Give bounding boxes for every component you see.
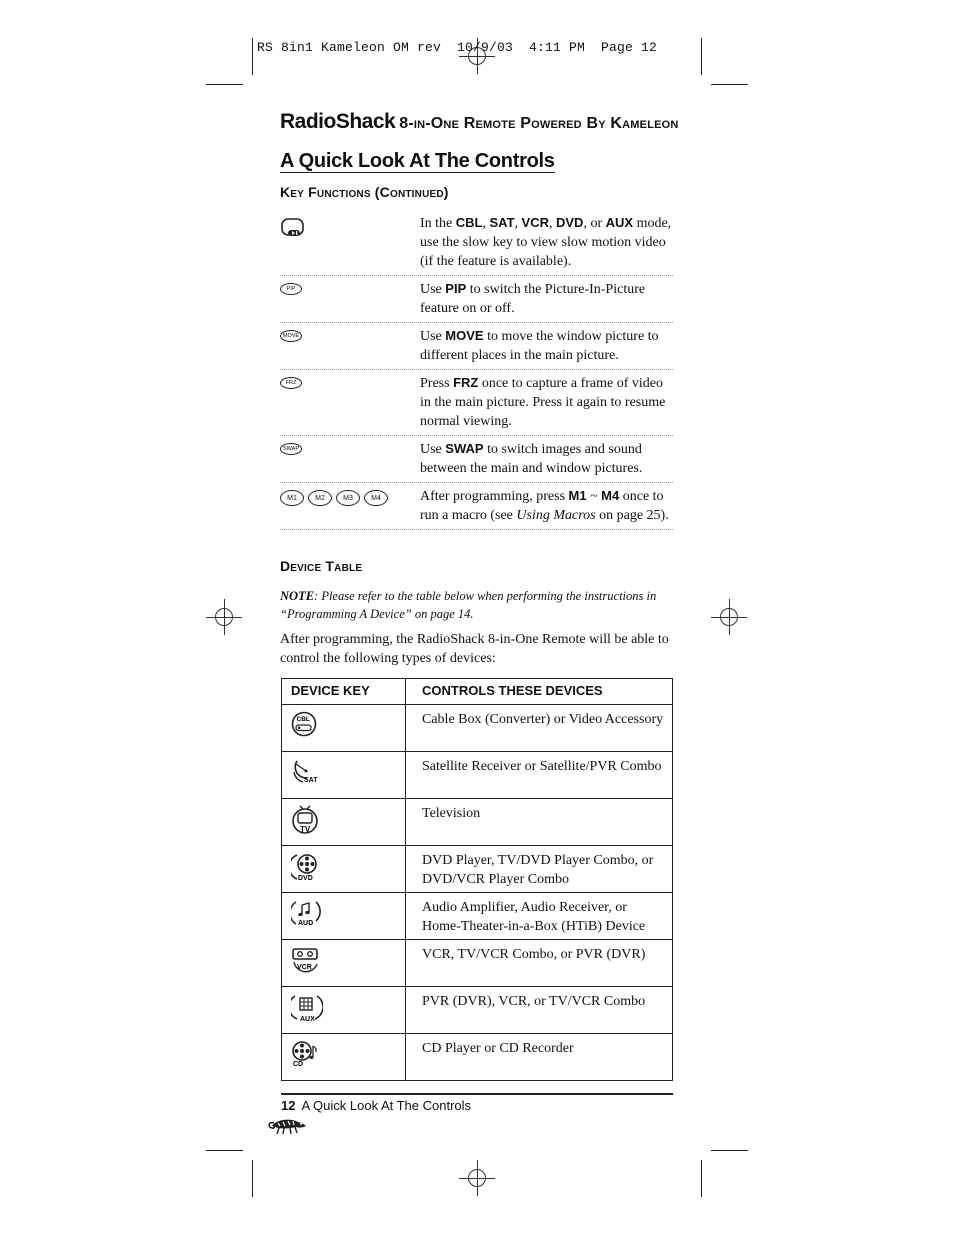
table-row [282,799,673,846]
device-description: CD Player or CD Recorder [406,1034,673,1081]
list-item [280,276,673,323]
m3-key-icon: M3 [336,490,360,506]
cbl-label: CBL [296,716,310,723]
crop-mark [252,1160,253,1197]
list-item [280,323,673,370]
table-row [282,1034,673,1081]
cd-key-icon [282,1034,406,1081]
tv-label: TV [300,825,311,834]
table-row [282,705,673,752]
running-header [280,110,679,134]
sat-label: SAT [304,777,318,784]
key-description: Press FRZ once to capture a frame of video in the main picture. Press it again to resume normal viewing. [420,375,666,429]
table-header-row [282,679,673,705]
aux-label: AUX [300,1016,315,1023]
column-header: CONTROLS THESE DEVICES [406,679,673,705]
cd-label: CD [293,1061,304,1068]
m1-key-icon: M1 [280,490,304,506]
crop-mark [711,1150,748,1151]
frz-key-icon: FRZ [280,377,302,389]
table-row [282,893,673,940]
key-description: Use MOVE to move the window picture to different places in the main picture. [420,328,659,363]
footer-section: A Quick Look At The Controls [301,1098,472,1113]
macro-keys-icon [280,486,420,525]
key-description: Use SWAP to switch images and sound between the main and window pictures. [420,441,643,476]
vcr-label: VCR [297,964,312,971]
aud-key-icon [282,893,406,940]
list-item [280,483,673,530]
chameleon-logo-icon [266,1115,308,1142]
key-description: After programming, press M1 ~ M4 once to run a macro (see Using Macros on page 25). [420,488,669,523]
dvd-key-icon [282,846,406,893]
crop-mark [711,84,748,85]
page-footer [281,1098,471,1113]
registration-mark [459,1160,495,1196]
list-item [280,436,673,483]
device-description: Audio Amplifier, Audio Receiver, or Home-Theater-in-a-Box (HTiB) Device [406,893,673,940]
move-key-icon: MOVE [280,330,302,342]
footer-rule [281,1093,673,1095]
table-row [282,987,673,1034]
aud-label: AUD [298,920,314,927]
device-table [281,678,673,1081]
device-description: Cable Box (Converter) or Video Accessory [406,705,673,752]
crop-mark [701,38,702,75]
key-functions-heading: Key Functions (Continued) [280,184,449,200]
vcr-key-icon [282,940,406,987]
note-text: : Please refer to the table below when performing the instructions in “Programming A Device” on page 14. [280,589,657,621]
note-label: NOTE [280,589,315,603]
device-table-heading: Device Table [280,558,363,574]
column-header: DEVICE KEY [282,679,406,705]
section-title: A Quick Look At The Controls [280,150,555,172]
device-description: Television [406,799,673,846]
note [280,587,674,623]
pip-key-icon: PIP [280,283,302,295]
header-subtitle: 8-in-One Remote Powered By Kameleon [399,115,679,132]
table-row [282,752,673,799]
brand-logo: RadioShack [280,110,396,133]
registration-mark [206,599,242,635]
slow-key-icon [280,213,420,271]
list-item [280,370,673,436]
m2-key-icon: M2 [308,490,332,506]
crop-mark [206,1150,243,1151]
key-description: In the CBL, SAT, VCR, DVD, or AUX mode, use the slow key to view slow motion video (if the feature is available). [420,215,672,269]
m4-key-icon: M4 [364,490,388,506]
key-description: Use PIP to switch the Picture-In-Picture feature on or off. [420,281,646,316]
device-description: VCR, TV/VCR Combo, or PVR (DVR) [406,940,673,987]
sat-key-icon [282,752,406,799]
device-description: Satellite Receiver or Satellite/PVR Combo [406,752,673,799]
aux-key-icon [282,987,406,1034]
device-description: PVR (DVR), VCR, or TV/VCR Combo [406,987,673,1034]
key-functions-list [280,210,673,530]
crop-mark [206,84,243,85]
registration-mark [711,599,747,635]
table-row [282,846,673,893]
crop-mark [252,38,253,75]
swap-key-icon: SWAP [280,443,302,455]
table-row [282,940,673,987]
print-slug: RS 8in1 Kameleon OM rev 10/9/03 4:11 PM Page 12 [257,40,658,55]
list-item [280,210,673,276]
page-number: 12 [281,1098,296,1113]
crop-mark [701,1160,702,1197]
device-intro: After programming, the RadioShack 8-in-One Remote will be able to control the following types of devices: [280,632,669,666]
tv-key-icon [282,799,406,846]
device-description: DVD Player, TV/DVD Player Combo, or DVD/VCR Player Combo [406,846,673,893]
dvd-label: DVD [298,875,313,882]
cbl-key-icon [282,705,406,752]
